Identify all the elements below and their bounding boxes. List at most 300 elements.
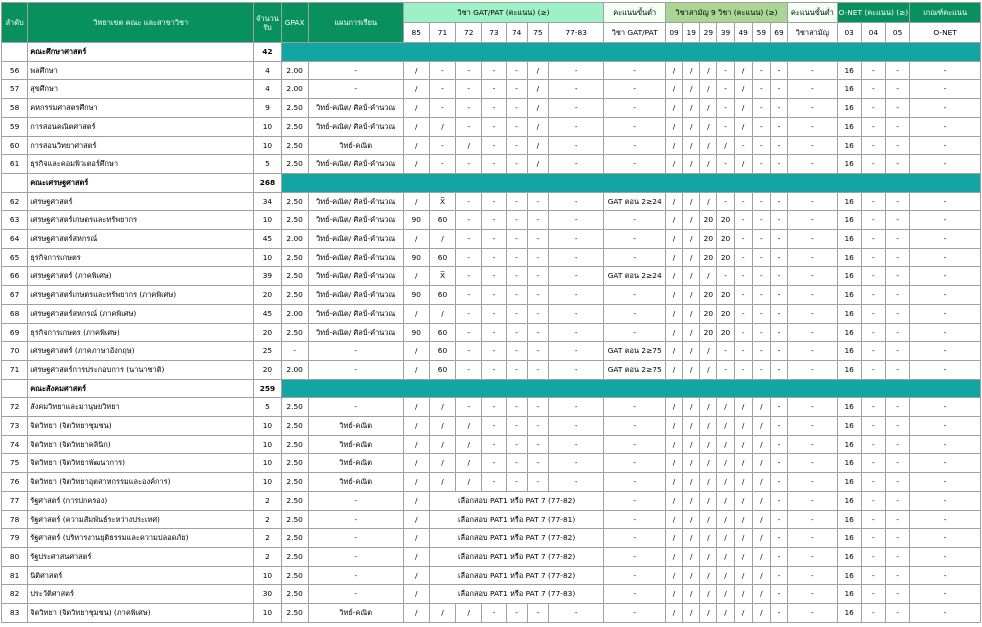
plan-cell: - [308, 585, 403, 604]
v9-cell: / [717, 417, 734, 436]
onet-cell: 16 [837, 136, 861, 155]
table-row [2, 342, 981, 361]
program-name: จิตวิทยา (จิตวิทยาชุมชน) (ภาคพิเศษ) [28, 604, 254, 623]
gat-cell: - [527, 360, 548, 379]
v9-cell: / [683, 510, 700, 529]
v9-cell: / [665, 155, 682, 174]
gat-cell: - [548, 304, 604, 323]
v9-cell: / [683, 155, 700, 174]
v9-cell: - [770, 211, 787, 230]
gat-min-cell: - [604, 304, 666, 323]
v9-cell: / [683, 491, 700, 510]
gat-cell: / [456, 417, 482, 436]
v9-min-cell: - [788, 99, 837, 118]
header-gat-col: 71 [429, 23, 455, 43]
gat-cell: - [548, 604, 604, 623]
onet-cell: - [885, 323, 909, 342]
crit-cell: - [910, 398, 981, 417]
gat-cell: / [403, 267, 429, 286]
plan-cell: - [308, 547, 403, 566]
v9-cell: / [665, 211, 682, 230]
crit-cell: - [910, 491, 981, 510]
program-name: รัฐประศาสนศาสตร์ [28, 547, 254, 566]
onet-cell: - [861, 342, 885, 361]
v9-cell: / [734, 510, 752, 529]
gpax-cell: 2.50 [281, 211, 308, 230]
v9-cell: / [700, 267, 717, 286]
gat-cell: / [403, 155, 429, 174]
seats-cell: 2 [254, 491, 281, 510]
v9-cell: / [734, 529, 752, 548]
v9-cell: / [752, 510, 770, 529]
v9-cell: / [700, 136, 717, 155]
v9-cell: / [683, 211, 700, 230]
table-row [2, 547, 981, 566]
v9-cell: - [752, 61, 770, 80]
gat-cell: - [456, 230, 482, 249]
seats-cell: 10 [254, 454, 281, 473]
gat-cell: / [403, 454, 429, 473]
gat-cell: - [482, 136, 506, 155]
gat-cell: 60 [429, 342, 455, 361]
v9-cell: - [734, 211, 752, 230]
faculty-band [281, 379, 980, 398]
table-row [2, 267, 981, 286]
v9-cell: - [717, 61, 734, 80]
gat-min-cell: - [604, 454, 666, 473]
onet-cell: 16 [837, 230, 861, 249]
v9-cell: / [683, 547, 700, 566]
gat-cell: - [506, 230, 527, 249]
row-no: 82 [2, 585, 28, 604]
onet-cell: - [885, 117, 909, 136]
v9-min-cell: - [788, 286, 837, 305]
gat-min-cell: - [604, 491, 666, 510]
v9-cell: / [734, 585, 752, 604]
gpax-cell: 2.50 [281, 491, 308, 510]
v9-cell: - [770, 435, 787, 454]
v9-cell: - [717, 155, 734, 174]
v9-cell: - [752, 211, 770, 230]
faculty-row [2, 173, 981, 192]
v9-cell: / [734, 566, 752, 585]
v9-min-cell: - [788, 80, 837, 99]
v9-cell: - [752, 267, 770, 286]
gat-cell: - [456, 323, 482, 342]
v9-min-cell: - [788, 267, 837, 286]
gat-cell: / [429, 435, 455, 454]
gat-cell: - [548, 211, 604, 230]
v9-min-cell: - [788, 230, 837, 249]
onet-cell: 16 [837, 566, 861, 585]
onet-cell: - [885, 398, 909, 417]
gat-cell: - [482, 155, 506, 174]
gat-cell: - [506, 286, 527, 305]
gat-cell: - [548, 473, 604, 492]
plan-cell: วิทย์-คณิต/ ศิลป์-คำนวณ [308, 286, 403, 305]
gat-note-cell: เลือกสอบ PAT1 หรือ PAT 7 (77-82) [429, 491, 604, 510]
gat-cell: / [456, 136, 482, 155]
v9-cell: - [770, 473, 787, 492]
v9-cell: 20 [717, 323, 734, 342]
plan-cell: - [308, 491, 403, 510]
row-no: 61 [2, 155, 28, 174]
faculty-row [2, 43, 981, 62]
row-no: 64 [2, 230, 28, 249]
v9-cell: / [752, 454, 770, 473]
gpax-cell: 2.50 [281, 323, 308, 342]
gat-cell: / [429, 398, 455, 417]
gat-cell: / [403, 80, 429, 99]
seats-cell: 10 [254, 435, 281, 454]
onet-cell: - [861, 454, 885, 473]
v9-cell: / [734, 398, 752, 417]
gat-min-cell: - [604, 155, 666, 174]
plan-cell: วิทย์-คณิต [308, 136, 403, 155]
gat-min-cell: GAT ตอน 2≥75 [604, 360, 666, 379]
gat-cell: - [482, 80, 506, 99]
table-row [2, 304, 981, 323]
header-crit-group: เกณฑ์คะแนน [910, 3, 981, 23]
gat-cell: / [403, 230, 429, 249]
row-no: 80 [2, 547, 28, 566]
v9-cell: - [770, 454, 787, 473]
crit-cell: - [910, 230, 981, 249]
gat-cell: - [548, 267, 604, 286]
onet-cell: - [861, 304, 885, 323]
program-name: รัฐศาสตร์ (ความสัมพันธ์ระหว่างประเทศ) [28, 510, 254, 529]
onet-cell: 16 [837, 417, 861, 436]
seats-cell: 45 [254, 304, 281, 323]
table-row [2, 248, 981, 267]
v9-cell: - [752, 192, 770, 211]
seats-cell: 20 [254, 360, 281, 379]
onet-cell: - [861, 566, 885, 585]
v9-cell: / [734, 61, 752, 80]
v9-cell: / [734, 80, 752, 99]
program-name: เศรษฐศาสตร์เกษตรและทรัพยากร (ภาคพิเศษ) [28, 286, 254, 305]
v9-cell: - [717, 99, 734, 118]
onet-cell: 16 [837, 529, 861, 548]
plan-cell: วิทย์-คณิต [308, 604, 403, 623]
plan-cell: วิทย์-คณิต/ ศิลป์-คำนวณ [308, 267, 403, 286]
gat-cell: / [403, 342, 429, 361]
v9-cell: / [665, 491, 682, 510]
v9-cell: / [683, 398, 700, 417]
v9-cell: / [665, 454, 682, 473]
row-no: 59 [2, 117, 28, 136]
program-name: รัฐศาสตร์ (บริหารงานยุติธรรมและความปลอดภัย) [28, 529, 254, 548]
v9-min-cell: - [788, 435, 837, 454]
v9-cell: / [752, 585, 770, 604]
gat-cell: - [482, 398, 506, 417]
v9-cell: / [665, 230, 682, 249]
gat-cell: - [506, 342, 527, 361]
program-name: พลศึกษา [28, 61, 254, 80]
gat-cell: - [548, 286, 604, 305]
seats-cell: 45 [254, 230, 281, 249]
gat-note-cell: เลือกสอบ PAT1 หรือ PAT 7 (77-82) [429, 566, 604, 585]
gat-min-cell: - [604, 80, 666, 99]
row-no: 60 [2, 136, 28, 155]
v9-cell: / [683, 304, 700, 323]
onet-cell: 16 [837, 80, 861, 99]
v9-cell: / [717, 547, 734, 566]
plan-cell: วิทย์-คณิต/ ศิลป์-คำนวณ [308, 99, 403, 118]
gat-cell: - [482, 61, 506, 80]
gat-cell: / [403, 547, 429, 566]
program-name: สังคมวิทยาและมานุษยวิทยา [28, 398, 254, 417]
onet-cell: - [885, 491, 909, 510]
crit-cell: - [910, 360, 981, 379]
v9-cell: / [683, 248, 700, 267]
table-row [2, 230, 981, 249]
onet-cell: - [861, 230, 885, 249]
seats-cell: 10 [254, 566, 281, 585]
gat-cell: - [429, 80, 455, 99]
crit-cell: - [910, 155, 981, 174]
v9-cell: / [700, 342, 717, 361]
v9-cell: - [752, 99, 770, 118]
v9-cell: / [734, 435, 752, 454]
v9-cell: - [770, 155, 787, 174]
onet-cell: 16 [837, 248, 861, 267]
v9-cell: / [665, 473, 682, 492]
onet-cell: - [861, 61, 885, 80]
row-no: 66 [2, 267, 28, 286]
crit-cell: - [910, 473, 981, 492]
gat-cell: / [429, 473, 455, 492]
row-no [2, 379, 28, 398]
v9-cell: - [770, 304, 787, 323]
gat-note-cell: เลือกสอบ PAT1 หรือ PAT 7 (77-81) [429, 510, 604, 529]
row-no: 77 [2, 491, 28, 510]
plan-cell: วิทย์-คณิต/ ศิลป์-คำนวณ [308, 323, 403, 342]
crit-cell: - [910, 286, 981, 305]
v9-cell: / [700, 99, 717, 118]
table-row [2, 323, 981, 342]
table-row [2, 398, 981, 417]
gat-cell: - [482, 342, 506, 361]
v9-cell: - [770, 585, 787, 604]
v9-cell: / [700, 529, 717, 548]
gpax-cell: 2.50 [281, 136, 308, 155]
gat-cell: / [527, 80, 548, 99]
v9-cell: 20 [700, 323, 717, 342]
v9-min-cell: - [788, 529, 837, 548]
seats-cell: 2 [254, 510, 281, 529]
v9-cell: / [665, 566, 682, 585]
v9-cell: / [734, 473, 752, 492]
seats-cell: 10 [254, 211, 281, 230]
gat-cell: - [527, 286, 548, 305]
v9-min-cell: - [788, 510, 837, 529]
gpax-cell: 2.50 [281, 547, 308, 566]
program-name: นิติศาสตร์ [28, 566, 254, 585]
gpax-cell: 2.50 [281, 510, 308, 529]
v9-cell: / [683, 342, 700, 361]
v9-min-cell: - [788, 61, 837, 80]
v9-min-cell: - [788, 473, 837, 492]
gat-cell: 60 [429, 286, 455, 305]
gat-cell: - [506, 304, 527, 323]
gat-cell: / [403, 136, 429, 155]
v9-cell: - [717, 80, 734, 99]
gat-min-cell: - [604, 547, 666, 566]
gat-cell: - [506, 248, 527, 267]
onet-cell: - [885, 267, 909, 286]
gat-cell: / [403, 99, 429, 118]
header-v9-col: 09 [665, 23, 682, 43]
v9-cell: / [683, 117, 700, 136]
gat-cell: - [527, 454, 548, 473]
onet-cell: 16 [837, 323, 861, 342]
v9-cell: / [752, 604, 770, 623]
gat-cell: - [548, 435, 604, 454]
v9-cell: / [665, 61, 682, 80]
gpax-cell: 2.50 [281, 117, 308, 136]
table-row [2, 417, 981, 436]
gat-cell: / [456, 473, 482, 492]
header-gat-col: 74 [506, 23, 527, 43]
plan-cell: - [308, 360, 403, 379]
crit-cell: - [910, 267, 981, 286]
row-no [2, 173, 28, 192]
v9-cell: / [665, 342, 682, 361]
v9-cell: 20 [717, 248, 734, 267]
gpax-cell: 2.50 [281, 604, 308, 623]
gat-cell: - [456, 99, 482, 118]
onet-cell: - [885, 80, 909, 99]
seats-cell: 2 [254, 547, 281, 566]
crit-cell: - [910, 192, 981, 211]
gat-cell: - [548, 398, 604, 417]
gpax-cell: 2.50 [281, 192, 308, 211]
onet-cell: 16 [837, 360, 861, 379]
header-onet-group: O-NET (คะแนน) (≥) [837, 3, 910, 23]
seats-cell: 10 [254, 248, 281, 267]
table-row [2, 136, 981, 155]
v9-min-cell: - [788, 454, 837, 473]
header-seats [254, 3, 281, 43]
faculty-name: คณะสังคมศาสตร์ [28, 379, 254, 398]
gat-cell: - [429, 155, 455, 174]
gat-cell: - [548, 323, 604, 342]
gat-cell: - [456, 286, 482, 305]
seats-cell: 20 [254, 323, 281, 342]
onet-cell: 16 [837, 585, 861, 604]
v9-cell: - [752, 230, 770, 249]
plan-cell: วิทย์-คณิต/ ศิลป์-คำนวณ [308, 155, 403, 174]
gat-cell: / [429, 230, 455, 249]
v9-min-cell: - [788, 155, 837, 174]
seats-cell: 4 [254, 61, 281, 80]
table-row [2, 529, 981, 548]
gat-note-cell: เลือกสอบ PAT1 หรือ PAT 7 (77-83) [429, 585, 604, 604]
gpax-cell: 2.50 [281, 435, 308, 454]
v9-cell: - [752, 286, 770, 305]
seats-cell: 9 [254, 99, 281, 118]
faculty-name: คณะศึกษาศาสตร์ [28, 43, 254, 62]
v9-cell: - [717, 342, 734, 361]
gat-cell: - [548, 117, 604, 136]
onet-cell: 16 [837, 398, 861, 417]
v9-cell: / [683, 529, 700, 548]
gat-note-cell: เลือกสอบ PAT1 หรือ PAT 7 (77-82) [429, 547, 604, 566]
v9-cell: / [665, 192, 682, 211]
v9-cell: / [734, 604, 752, 623]
v9-min-cell: - [788, 417, 837, 436]
gat-cell: X̅ [429, 267, 455, 286]
v9-cell: / [665, 304, 682, 323]
gat-cell: - [527, 417, 548, 436]
crit-cell: - [910, 80, 981, 99]
v9-cell: - [770, 398, 787, 417]
v9-cell: / [665, 248, 682, 267]
gpax-cell: 2.50 [281, 454, 308, 473]
plan-cell: วิทย์-คณิต [308, 435, 403, 454]
v9-cell: / [665, 286, 682, 305]
onet-cell: - [885, 510, 909, 529]
gat-cell: / [456, 435, 482, 454]
v9-cell: - [770, 491, 787, 510]
onet-cell: - [885, 454, 909, 473]
v9-cell: / [717, 491, 734, 510]
v9-cell: 20 [717, 304, 734, 323]
gat-cell: - [548, 248, 604, 267]
gat-cell: X̅ [429, 192, 455, 211]
v9-cell: 20 [700, 230, 717, 249]
gat-min-cell: - [604, 566, 666, 585]
v9-cell: - [770, 417, 787, 436]
v9-cell: / [665, 398, 682, 417]
faculty-band [281, 173, 980, 192]
v9-cell: - [734, 248, 752, 267]
gpax-cell: 2.50 [281, 398, 308, 417]
table-row [2, 435, 981, 454]
crit-cell: - [910, 342, 981, 361]
gat-cell: - [456, 155, 482, 174]
v9-min-cell: - [788, 604, 837, 623]
gat-min-cell: - [604, 435, 666, 454]
v9-cell: / [700, 360, 717, 379]
v9-cell: / [683, 473, 700, 492]
header-gat-col: 75 [527, 23, 548, 43]
onet-cell: - [885, 136, 909, 155]
gat-min-cell: - [604, 230, 666, 249]
header-v9-min-col: วิชาสามัญ [788, 23, 837, 43]
v9-cell: 20 [717, 211, 734, 230]
v9-cell: - [770, 230, 787, 249]
gat-cell: - [506, 99, 527, 118]
gat-min-cell: - [604, 398, 666, 417]
v9-cell: / [734, 417, 752, 436]
v9-cell: - [752, 304, 770, 323]
gat-cell: - [429, 136, 455, 155]
v9-cell: / [683, 267, 700, 286]
v9-cell: / [683, 99, 700, 118]
gat-min-cell: GAT ตอน 2≥75 [604, 342, 666, 361]
onet-cell: 16 [837, 435, 861, 454]
v9-cell: - [734, 230, 752, 249]
faculty-seats: 259 [254, 379, 281, 398]
header-gat-col: 77-83 [548, 23, 604, 43]
v9-cell: / [752, 566, 770, 585]
v9-cell: / [683, 286, 700, 305]
gat-cell: 90 [403, 211, 429, 230]
gat-cell: - [429, 99, 455, 118]
v9-min-cell: - [788, 117, 837, 136]
